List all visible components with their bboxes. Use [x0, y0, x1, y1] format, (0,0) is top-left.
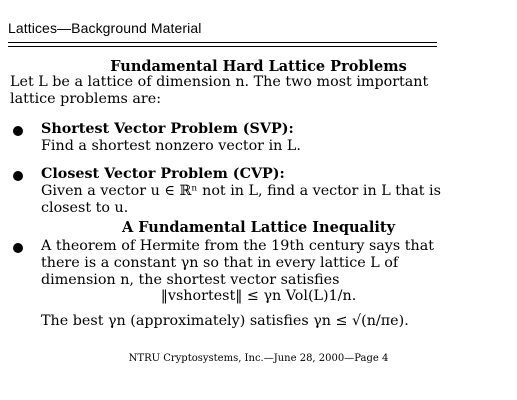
best-gamma-text: The best γn (approximately) satisfies γn ≤ √(n/πe). — [41, 313, 409, 329]
bullet-icon — [13, 243, 23, 253]
cvp-item — [41, 166, 441, 217]
hermite-statement: A theorem of Hermite from the 19th century says that there is a constant γn so that in every lattice L of dimension n, the shortest vector satisfies — [41, 238, 434, 288]
section-title-inequality: A Fundamental Lattice Inequality — [121, 219, 396, 236]
cvp-text: Given a vector u ∈ ℝⁿ not in L, find a vector in L that is closest to u. — [41, 183, 441, 216]
header-rule-thin — [8, 46, 437, 47]
svp-item — [41, 121, 441, 155]
section-title-hard-problems: Fundamental Hard Lattice Problems — [110, 58, 407, 75]
intro-paragraph: Let L be a lattice of dimension n. The two most important lattice problems are: — [10, 74, 429, 107]
cvp-heading: Closest Vector Problem (CVP): — [41, 166, 285, 182]
slide-header-title: Lattices—Background Material — [8, 20, 202, 36]
svp-text: Find a shortest nonzero vector in L. — [41, 138, 301, 154]
slide-footer: NTRU Cryptosystems, Inc.—June 28, 2000—Page 4 — [128, 353, 389, 364]
hermite-formula: ‖vshortest‖ ≤ γn Vol(L)1/n. — [160, 288, 357, 304]
bullet-icon — [13, 126, 23, 136]
header-rule-thick — [8, 42, 437, 43]
svp-heading: Shortest Vector Problem (SVP): — [41, 121, 294, 137]
bullet-icon — [13, 171, 23, 181]
